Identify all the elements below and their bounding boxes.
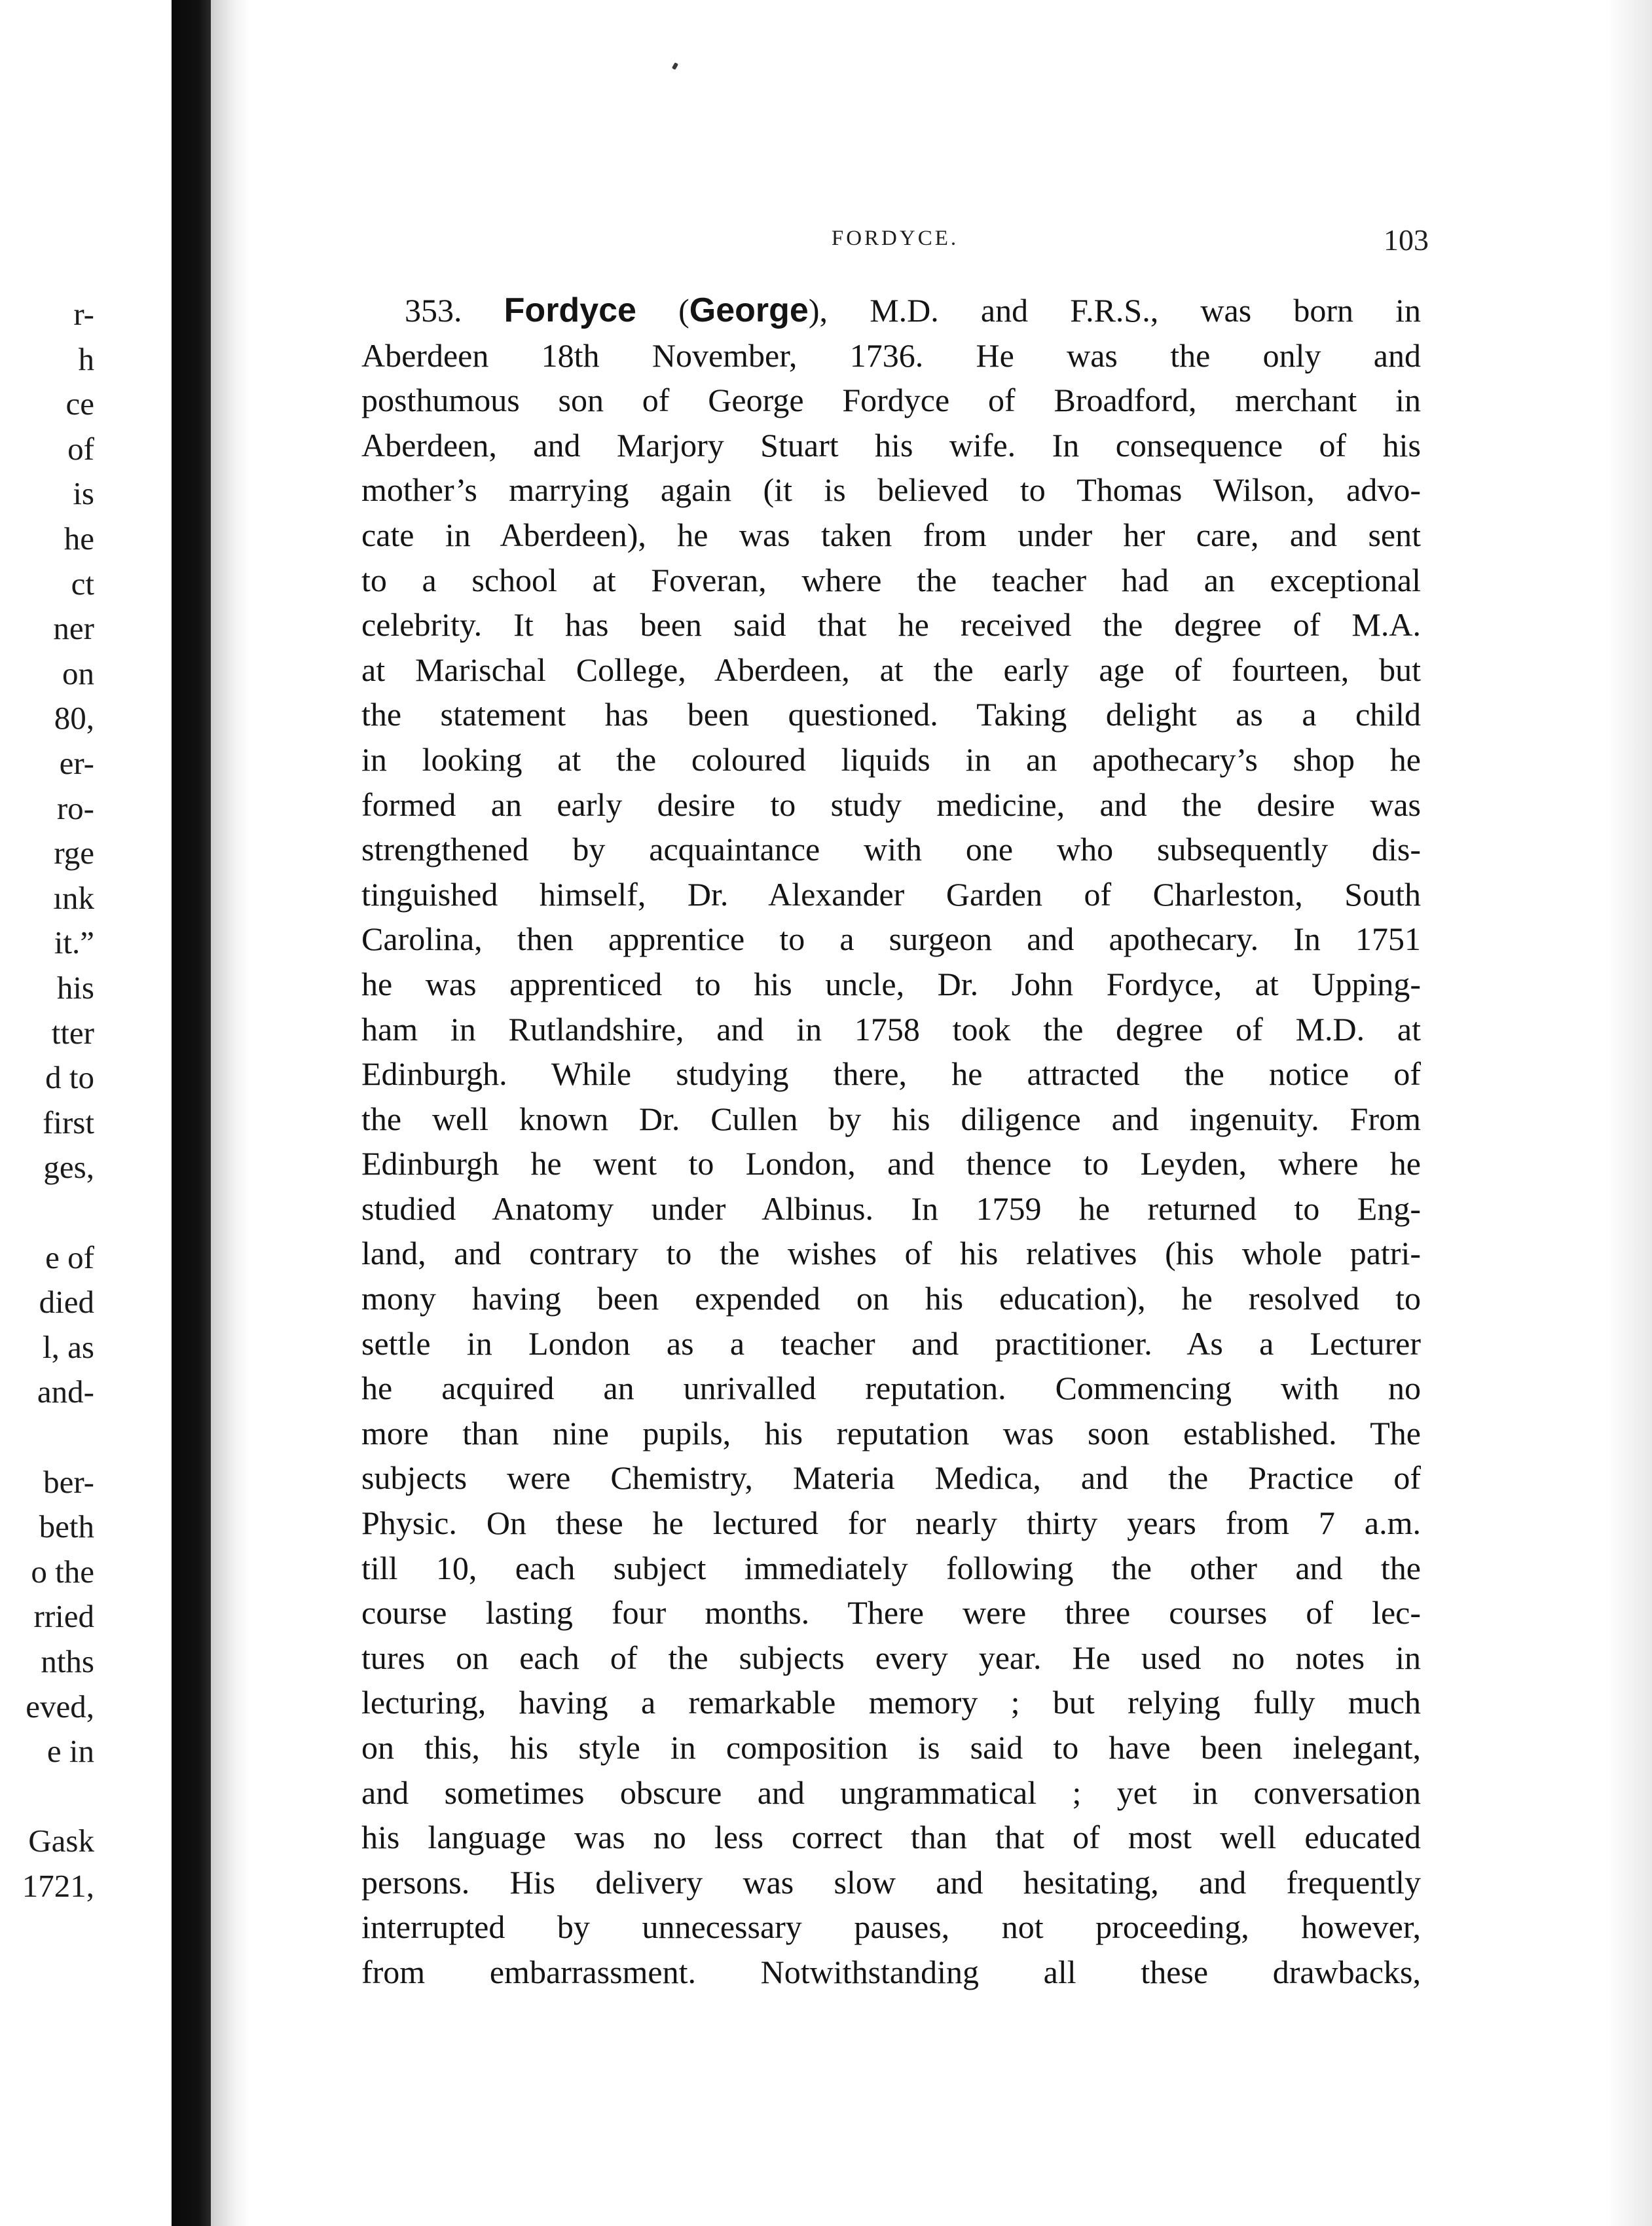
text-line: at Marischal College, Aberdeen, at the early age of fourteen, but: [361, 651, 1421, 688]
facing-page-fragment: ct: [71, 565, 94, 602]
first-line-rest: M.D. and F.R.S., was born in: [870, 292, 1421, 329]
facing-page-fragment: it.”: [54, 924, 94, 961]
open-paren: (: [678, 292, 689, 329]
text-line: mony having been expended on his education), he resolved to: [361, 1280, 1421, 1317]
facing-page-fragment: e in: [46, 1733, 94, 1770]
facing-page-fragment: d to: [45, 1059, 94, 1096]
text-line: tinguished himself, Dr. Alexander Garden of Charleston, South: [361, 875, 1421, 913]
text-line: Physic. On these he lectured for nearly thirty years from 7 a.m.: [361, 1505, 1421, 1542]
text-line: Carolina, then apprentice to a surgeon and apothecary. In 1751: [361, 921, 1421, 958]
text-line: the statement has been questioned. Taking delight as a child: [361, 696, 1421, 733]
text-line: persons. His delivery was slow and hesitating, and frequently: [361, 1863, 1421, 1901]
facing-page-fragment: nths: [41, 1643, 94, 1679]
text-line: till 10, each subject immediately following the other and the: [361, 1549, 1421, 1586]
text-line: interrupted by unnecessary pauses, not proceeding, however,: [361, 1908, 1421, 1946]
text-line: the well known Dr. Cullen by his diligence and ingenuity. From: [361, 1100, 1421, 1137]
text-line: subjects were Chemistry, Materia Medica, and the Practice of: [361, 1459, 1421, 1497]
ink-speck: [672, 62, 678, 70]
facing-page-fragment: Gask: [28, 1823, 94, 1859]
facing-page-fragment: on: [62, 655, 94, 691]
facing-page-fragment: tter: [51, 1014, 94, 1051]
close-paren: ),: [808, 292, 828, 329]
facing-page-fragment: ce: [65, 386, 94, 422]
facing-page-fragment: is: [73, 475, 94, 512]
entry-surname: Fordyce: [504, 291, 636, 329]
facing-page-fragment: rge: [54, 835, 94, 871]
text-line: Aberdeen, and Marjory Stuart his wife. In consequence of his: [361, 426, 1421, 464]
text-line: mother’s marrying again (it is believed to Thomas Wilson, advo-: [361, 471, 1421, 509]
facing-page-edge: [0, 0, 172, 2226]
entry-text-block: [361, 288, 1421, 1995]
facing-page-fragment: eved,: [26, 1688, 94, 1724]
text-line: he acquired an unrivalled reputation. Commencing with no: [361, 1370, 1421, 1407]
facing-page-fragment: 80,: [54, 700, 94, 737]
text-line: posthumous son of George Fordyce of Broadford, merchant in: [361, 382, 1421, 419]
facing-page-fragment: first: [43, 1104, 94, 1140]
text-line: studied Anatomy under Albinus. In 1759 he returned to Eng-: [361, 1190, 1421, 1227]
text-line: formed an early desire to study medicine, and the desire was: [361, 786, 1421, 823]
facing-page-fragment: he: [64, 520, 94, 556]
facing-page-fragment: ınk: [53, 879, 94, 916]
text-line: and sometimes obscure and ungrammatical ; yet in conversation: [361, 1774, 1421, 1811]
text-line: he was apprenticed to his uncle, Dr. John Fordyce, at Upping-: [361, 965, 1421, 1002]
gutter-shadow: [211, 0, 250, 2226]
facing-page-fragment: e of: [45, 1239, 94, 1275]
entry-first-line: [361, 288, 1421, 333]
page-number: 103: [1384, 223, 1429, 257]
book-gutter: [172, 0, 211, 2226]
text-line: cate in Aberdeen), he was taken from under her care, and sent: [361, 516, 1421, 553]
facing-page-fragment: ges,: [43, 1149, 94, 1186]
text-line: Edinburgh he went to London, and thence to Leyden, where he: [361, 1145, 1421, 1182]
facing-page-fragment: h: [78, 340, 94, 377]
text-line: tures on each of the subjects every year. He used no notes in: [361, 1639, 1421, 1676]
running-header: [361, 223, 1429, 262]
facing-page-fragment: r-: [73, 296, 94, 332]
facing-page-fragment: died: [39, 1284, 94, 1321]
text-line: settle in London as a teacher and practitioner. As a Lecturer: [361, 1324, 1421, 1362]
text-line: strengthened by acquaintance with one who subsequently dis-: [361, 831, 1421, 868]
facing-page-fragment: his: [56, 970, 94, 1006]
facing-page-fragment: beth: [39, 1508, 94, 1545]
facing-page-fragment: ro-: [56, 790, 94, 826]
entry-forename: George: [689, 291, 809, 329]
facing-page-fragment: o the: [31, 1553, 94, 1590]
text-line: Aberdeen 18th November, 1736. He was the only and: [361, 337, 1421, 374]
text-line: course lasting four months. There were three courses of lec-: [361, 1594, 1421, 1632]
facing-page-fragment: l, as: [43, 1328, 94, 1365]
text-line: in looking at the coloured liquids in an apothecary’s shop he: [361, 740, 1421, 778]
facing-page-fragment: of: [67, 430, 94, 467]
text-line: his language was no less correct than that of most well educated: [361, 1819, 1421, 1856]
facing-page-fragment: and-: [37, 1374, 94, 1410]
facing-page-fragment: ber-: [43, 1463, 94, 1500]
text-line: lecturing, having a remarkable memory ; but relying fully much: [361, 1684, 1421, 1721]
text-line: ham in Rutlandshire, and in 1758 took the degree of M.D. at: [361, 1010, 1421, 1048]
facing-page-fragment: 1721,: [22, 1868, 94, 1904]
facing-page-fragment: er-: [59, 745, 94, 781]
text-line: more than nine pupils, his reputation was soon established. The: [361, 1414, 1421, 1451]
text-line: Edinburgh. While studying there, he attracted the notice of: [361, 1055, 1421, 1093]
entry-number: 353.: [405, 292, 462, 329]
running-title: FORDYCE.: [831, 227, 959, 250]
text-line: celebrity. It has been said that he received the degree of M.A.: [361, 606, 1421, 644]
facing-page-fragment: ner: [53, 610, 94, 647]
text-line: from embarrassment. Notwithstanding all these drawbacks,: [361, 1953, 1421, 1990]
text-line: on this, his style in composition is said to have been inelegant,: [361, 1729, 1421, 1766]
facing-page-fragment: rried: [33, 1598, 94, 1635]
text-line: to a school at Foveran, where the teacher had an exceptional: [361, 561, 1421, 598]
text-line: land, and contrary to the wishes of his relatives (his whole patri-: [361, 1235, 1421, 1272]
page-edge-shadow: [1606, 0, 1652, 2226]
